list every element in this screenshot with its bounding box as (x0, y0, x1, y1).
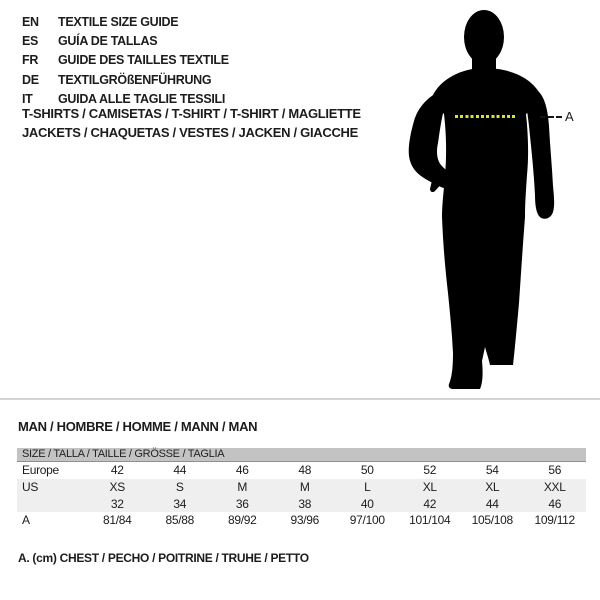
size-cell: 81/84 (102, 513, 132, 528)
size-cell: 101/104 (409, 513, 451, 528)
size-cell: 105/108 (471, 513, 513, 528)
chest-measure-dotted-line (455, 115, 517, 118)
size-table-body (17, 462, 586, 529)
size-cell: 56 (548, 463, 562, 477)
language-row (22, 13, 229, 32)
category-line-tshirts: T-SHIRTS / CAMISETAS / T-SHIRT / T-SHIRT / MAGLIETTE (22, 106, 361, 121)
language-label: GUIDE DES TAILLES TEXTILE (58, 53, 229, 68)
size-cell: 93/96 (290, 513, 320, 528)
size-cell: 42 (110, 463, 124, 477)
language-row (22, 51, 229, 70)
size-table-row (17, 496, 586, 513)
size-row-label: Europe (22, 463, 59, 477)
size-cell: 97/100 (349, 513, 385, 528)
size-cell: 54 (485, 463, 499, 477)
size-cell: 36 (235, 496, 249, 511)
size-cell: M (237, 479, 248, 494)
size-cell: M (299, 479, 310, 494)
measure-dash-line (540, 116, 562, 118)
language-code: FR (22, 53, 39, 68)
language-code: IT (22, 91, 33, 106)
size-row-label: US (22, 479, 39, 494)
language-row (22, 32, 229, 51)
language-code: ES (22, 34, 39, 49)
size-row-label (17, 496, 86, 513)
right-arm-shape (527, 92, 554, 219)
size-cell: 48 (298, 463, 312, 477)
size-cell: 50 (360, 463, 374, 477)
size-cell: 46 (548, 496, 562, 511)
size-table-row (17, 479, 586, 496)
size-table-header: SIZE / TALLA / TAILLE / GRÖSSE / TAGLIA (17, 448, 586, 462)
language-code: DE (22, 72, 39, 87)
size-row-label: A (22, 513, 30, 528)
size-cell: 40 (360, 496, 374, 511)
size-table-row (17, 512, 586, 529)
section-title-man: MAN / HOMBRE / HOMME / MANN / MAN (18, 419, 258, 434)
size-cell: XS (109, 479, 125, 494)
language-label: GUIDA ALLE TAGLIE TESSILI (58, 91, 226, 106)
size-cell: 34 (173, 496, 187, 511)
language-code: EN (22, 15, 39, 29)
size-cell: XL (485, 479, 500, 494)
size-cell: 44 (485, 496, 499, 511)
torso-shape (431, 68, 541, 217)
size-cell: 46 (235, 463, 249, 477)
language-label: TEXTILE SIZE GUIDE (58, 15, 179, 29)
man-silhouette (400, 5, 570, 395)
size-cell: XL (422, 479, 437, 494)
man-silhouette-graphic (400, 5, 570, 395)
language-label: TEXTILGRÖßENFÜHRUNG (58, 72, 212, 87)
size-cell: XXL (543, 479, 566, 494)
size-cell: 38 (298, 496, 312, 511)
size-cell: 52 (423, 463, 437, 477)
language-row (22, 71, 229, 90)
size-cell: L (364, 479, 371, 494)
size-cell: 89/92 (227, 513, 257, 528)
size-cell: 109/112 (534, 513, 575, 528)
size-table (17, 448, 586, 529)
legs-shape (442, 217, 525, 389)
language-list (22, 13, 229, 109)
category-line-jackets: JACKETS / CHAQUETAS / VESTES / JACKEN / GIACCHE (22, 125, 358, 140)
category-lines (22, 104, 361, 142)
size-cell: 32 (110, 496, 124, 511)
size-cell: 42 (423, 496, 437, 511)
size-cell: 85/88 (165, 513, 195, 528)
section-divider (0, 398, 600, 400)
language-label: GUÍA DE TALLAS (58, 34, 158, 49)
size-table-row (17, 462, 586, 479)
size-cell: 44 (173, 463, 187, 477)
measurement-footnote: A. (cm) CHEST / PECHO / POITRINE / TRUHE / PETTO (18, 551, 309, 565)
measure-label-a: A (565, 109, 574, 124)
size-cell: S (175, 479, 184, 494)
